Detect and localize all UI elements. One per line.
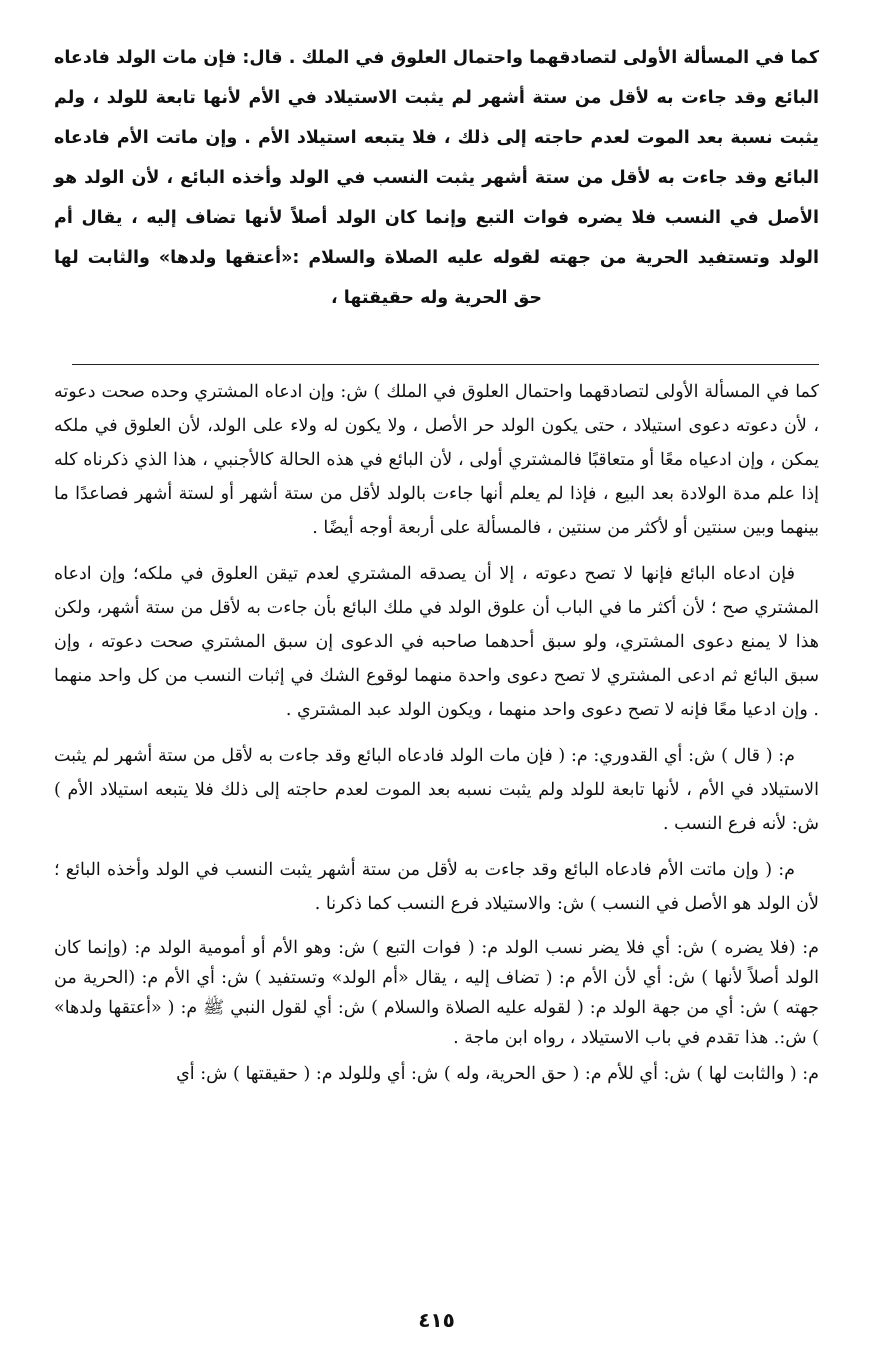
commentary-paragraph-3: م: ( قال ) ش: أي القدوري: م: ( فإن مات الولد فادعاه البائع وقد جاءت به لأقل من ستة أشهر لم يثبت الاستيلاد في الأم ، لأنها تابعة للولد ولم يثبت نسبه بعد الموت لعدم حاجته إلى ذلك فلا يتبعه استيلاد الأم ) ش: لأنه فرع النسب .: [54, 746, 819, 834]
commentary-paragraph-6: م: ( والثابت لها ) ش: أي للأم م: ( حق الحرية، وله ) ش: أي وللولد م: ( حقيقتها ) ش: أي: [176, 1064, 819, 1084]
page-number: ٤١٥: [418, 1308, 455, 1332]
commentary-paragraph-4: م: ( وإن ماتت الأم فادعاه البائع وقد جاءت به لأقل من ستة أشهر يثبت النسب في الولد وأخذه البائع ؛ لأن الولد هو الأصل في النسب ) ش: والاستيلاد فرع النسب كما ذكرنا .: [54, 860, 819, 914]
footnote-divider: [72, 364, 819, 365]
commentary-section: [54, 375, 819, 1089]
commentary-paragraph-1: كما في المسألة الأولى لتصادقهما واحتمال العلوق في الملك ) ش: وإن ادعاه المشتري وحده صحت دعوته ، لأن دعوته دعوى استيلاد ، حتى يكون الولد حر الأصل ، ولا يكون له ولاء على الولد، لأن العلوق في ملكه يمكن ، وإن ادعياه معًا أو متعاقبًا فالمشتري أولى ، لأن البائع في هذه الحالة كالأجنبي ، هذا الذي ذكرناه كله إذا علم مدة الولادة بعد البيع ، فإذا لم يعلم أنها جاءت بالولد لأقل من ستة أشهر أو لستة أشهر فصاعدًا ما بينهما وبين سنتين أو لأكثر من سنتين ، فالمسألة على أربعة أوجه أيضًا .: [54, 382, 819, 538]
commentary-paragraph-5: م: (فلا يضره ) ش: أي فلا يضر نسب الولد م: ( فوات التبع ) ش: وهو الأم أو أمومية الولد م: (وإنما كان الولد أصلاً لأنها ) ش: أي لأن الأم م: ( تضاف إليه ، يقال «أم الولد» وتستفيد ) ش: أي الأم م: (الحرية من جهته ) ش: أي من جهة الولد م: ( لقوله عليه الصلاة والسلام ) ش: أي لقول النبي ﷺ م: ( «أعتقها ولدها» ) ش:. هذا تقدم في باب الاستيلاد ، رواه ابن ماجة .: [54, 938, 819, 1048]
commentary-paragraph-2: فإن ادعاه البائع فإنها لا تصح دعوته ، إلا أن يصدقه المشتري لعدم تيقن العلوق في ملكه؛ وإن ادعاه المشتري صح ؛ لأن أكثر ما في الباب أن علوق الولد في ملك البائع بأن جاءت به لأقل من ستة أشهر، ولكن هذا لا يمنع دعوى المشتري، ولو سبق أحدهما صاحبه في الدعوى إن سبق المشتري صحت دعوته ، وإن سبق البائع ثم ادعى المشتري لا تصح دعوى واحدة منهما لوقوع الشك في إثبات النسب من كل واحد منهما . وإن ادعيا معًا فإنه لا تصح دعوى واحد منهما ، ويكون الولد عبد المشتري .: [54, 564, 819, 720]
main-text-block: كما في المسألة الأولى لتصادقهما واحتمال العلوق في الملك . قال: فإن مات الولد فادعاه البائع وقد جاءت به لأقل من ستة أشهر لم يثبت الاستيلاد في الأم لأنها تابعة للولد ، ولم يثبت نسبة بعد الموت لعدم حاجته إلى ذلك ، فلا يتبعه استيلاد الأم . وإن ماتت الأم فادعاه البائع وقد جاءت به لأقل من ستة أشهر يثبت النسب في الولد وأخذه البائع ، لأن الولد هو الأصل في النسب فلا يضره فوات التبع وإنما كان الولد أصلاً لأنها تضاف إليه ، يقال أم الولد وتستفيد الحرية من جهته لقوله عليه الصلاة والسلام :«أعتقها ولدها» والثابت لها حق الحرية وله حقيقتها ،: [54, 48, 819, 308]
